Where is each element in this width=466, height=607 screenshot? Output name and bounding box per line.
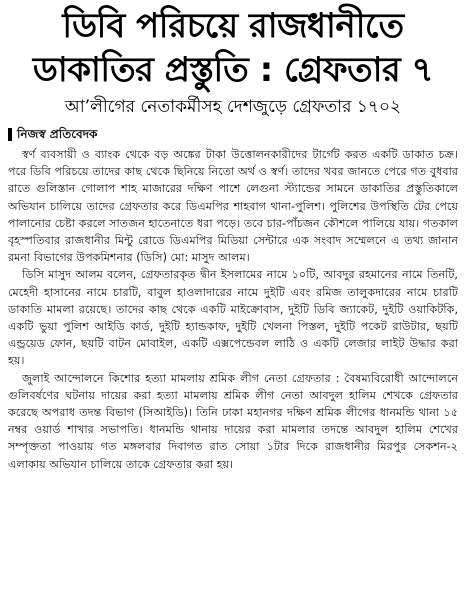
byline (8, 126, 458, 142)
subheadline: আ’লীগের নেতাকর্মীসহ দেশজুড়ে গ্রেফতার ১৭০২ (64, 97, 402, 117)
article-body (8, 146, 458, 473)
paragraph-3: জুলাই আন্দোলনে কিশোর হত্যা মামলায় শ্রমিক লীগ নেতা গ্রেফতার : বৈষম্যবিরোধী আন্দোলনে গুলিবর্ষণের ঘটনায় দায়ের করা হত্যা মামলায় শ্রমিক লীগ নেতা আবদুল হালিম শেখকে গ্রেফতার করেছে অপরাধ তদন্ত বিভাগ (সিআইডি)। তিনি ঢাকা মহানগর দক্ষিণ শ্রমিক লীগের ধানমন্ডি থানা ১৫ নম্বর ওয়ার্ড শাখার সভাপতি। ধানমন্ডি থানায় দায়ের করা মামলার তদন্তে আবদুল হালিম শেখের সম্পৃক্ততা পাওয়ায় গত মঙ্গলবার দিবাগত রাত সোয়া ১টার দিকে রাজধানীর মিরপুর সেকশন-২ এলাকায় অভিযান চালিয়ে তাকে গ্রেফতার করা হয়। (8, 371, 458, 471)
byline-marker (8, 128, 12, 141)
headline-line-2: ডাকাতির প্রস্তুতি : গ্রেফতার ৭ (32, 50, 434, 90)
headline-line-1: ডিবি পরিচয়ে রাজধানীতে (62, 6, 404, 46)
byline-text: নিজস্ব প্রতিবেদক (17, 127, 98, 141)
headline (8, 4, 458, 92)
paragraph-1: স্বর্ণ ব্যবসায়ী ও ব্যাংক থেকে বড় অঙ্কের টাকা উত্তোলনকারীদের টার্গেট করত একটি ডাকাত চক্র। পরে ডিবি পরিচয়ে তাদের কাছ থেকে ছিনিয়ে নিতো অর্থ ও স্বর্ণ। তাদের খবর জানতে পেরে গত বুধবার রাতে গুলিস্তান গোলাপ শাহ মাজারের দক্ষিণ পাশে লেগুনা স্ট্যান্ডের সামনে ডাকাতির প্রস্তুতিকালে অভিযান চালিয়ে তাদের গ্রেফতার করে ডিএমপির শাহবাগ থানা-পুলিশ। পুলিশের উপস্থিতি টের পেয়ে পালানোর চেষ্টা করলে সাতজন হাতেনাতে ধরা পড়ে। তবে চার-পাঁচজন কৌশলে পালিয়ে যায়। গতকাল বৃহস্পতিবার রাজধানীর মিন্টু রোডে ডিএমপির মিডিয়া সেন্টারে এক সংবাদ সম্মেলনে এ তথ্য জানান রমনা বিভাগের উপকমিশনার (ডিসি) মো: মাসুদ আলম। (8, 148, 458, 265)
paragraph-2: ডিসি মাসুদ আলম বলেন, গ্রেফতারকৃত দ্বীন ইসলামের নামে ১০টি, আবদুর রহমানের নামে তিনটি, মেহেদী হাসানের নামে চারটি, বাবুল হাওলাদারের নামে দুইটি এবং রমিজ তালুকদারের নামে চারটি ডাকাতি মামলা রয়েছে। তাদের কাছ থেকে একটি মাইক্রোবাস, দুইটি ডিবি জ্যাকেট, দুইটি ওয়াকিটকি, একটি ভুয়া পুলিশ আইডি কার্ড, দুইটি হ্যান্ডকাফ, দুইটি খেলনা পিস্তল, দুইটি পকেট রাউটার, ছয়টি এন্ড্রয়েড ফোন, ছয়টি বাটন মোবাইল, একটি এক্সপেন্ডেবল লাঠি ও একটি লেজার লাইট উদ্ধার করা হয়। (8, 268, 458, 368)
